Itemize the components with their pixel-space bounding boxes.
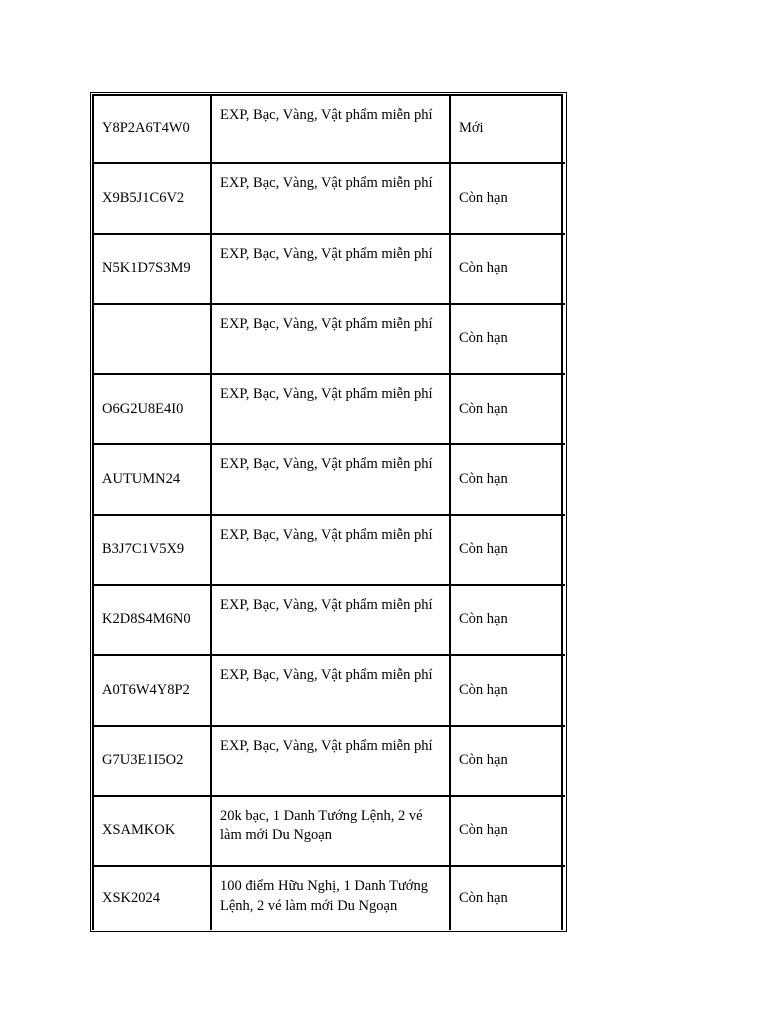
table-row xyxy=(92,797,565,867)
reward-cell: EXP, Bạc, Vàng, Vật phẩm miễn phí xyxy=(212,445,451,513)
code-cell: O6G2U8E4I0 xyxy=(92,375,212,443)
code-cell: Y8P2A6T4W0 xyxy=(92,94,212,162)
reward-cell: EXP, Bạc, Vàng, Vật phẩm miễn phí xyxy=(212,727,451,795)
status-cell: Còn hạn xyxy=(451,375,563,443)
table-row xyxy=(92,445,565,515)
reward-cell: EXP, Bạc, Vàng, Vật phẩm miễn phí xyxy=(212,235,451,303)
giftcode-table xyxy=(90,92,567,932)
code-cell: A0T6W4Y8P2 xyxy=(92,656,212,724)
code-cell: B3J7C1V5X9 xyxy=(92,516,212,584)
status-cell: Còn hạn xyxy=(451,727,563,795)
table-row xyxy=(92,375,565,445)
status-cell: Còn hạn xyxy=(451,586,563,654)
table-row xyxy=(92,727,565,797)
status-cell: Còn hạn xyxy=(451,516,563,584)
code-cell xyxy=(92,305,212,373)
status-cell: Còn hạn xyxy=(451,235,563,303)
status-cell: Còn hạn xyxy=(451,305,563,373)
reward-cell: EXP, Bạc, Vàng, Vật phẩm miễn phí xyxy=(212,375,451,443)
reward-cell: EXP, Bạc, Vàng, Vật phẩm miễn phí xyxy=(212,656,451,724)
code-cell: X9B5J1C6V2 xyxy=(92,164,212,232)
table-row xyxy=(92,164,565,234)
status-cell: Còn hạn xyxy=(451,867,563,930)
code-cell: N5K1D7S3M9 xyxy=(92,235,212,303)
table-row xyxy=(92,516,565,586)
table-row xyxy=(92,586,565,656)
status-cell: Còn hạn xyxy=(451,656,563,724)
reward-cell: EXP, Bạc, Vàng, Vật phẩm miễn phí xyxy=(212,94,451,162)
reward-cell: EXP, Bạc, Vàng, Vật phẩm miễn phí xyxy=(212,586,451,654)
code-cell: XSK2024 xyxy=(92,867,212,930)
reward-cell: EXP, Bạc, Vàng, Vật phẩm miễn phí xyxy=(212,164,451,232)
code-cell: K2D8S4M6N0 xyxy=(92,586,212,654)
status-cell: Còn hạn xyxy=(451,164,563,232)
table-row xyxy=(92,235,565,305)
table-row xyxy=(92,305,565,375)
status-cell: Còn hạn xyxy=(451,445,563,513)
table-row xyxy=(92,656,565,726)
table-row xyxy=(92,94,565,164)
code-cell: AUTUMN24 xyxy=(92,445,212,513)
reward-cell: EXP, Bạc, Vàng, Vật phẩm miễn phí xyxy=(212,516,451,584)
status-cell: Mới xyxy=(451,94,563,162)
code-cell: XSAMKOK xyxy=(92,797,212,865)
status-cell: Còn hạn xyxy=(451,797,563,865)
code-cell: G7U3E1I5O2 xyxy=(92,727,212,795)
table-row xyxy=(92,867,565,930)
reward-cell: 20k bạc, 1 Danh Tướng Lệnh, 2 vé làm mới Du Ngoạn xyxy=(212,797,451,865)
reward-cell: 100 điểm Hữu Nghị, 1 Danh Tướng Lệnh, 2 vé làm mới Du Ngoạn xyxy=(212,867,451,930)
reward-cell: EXP, Bạc, Vàng, Vật phẩm miễn phí xyxy=(212,305,451,373)
